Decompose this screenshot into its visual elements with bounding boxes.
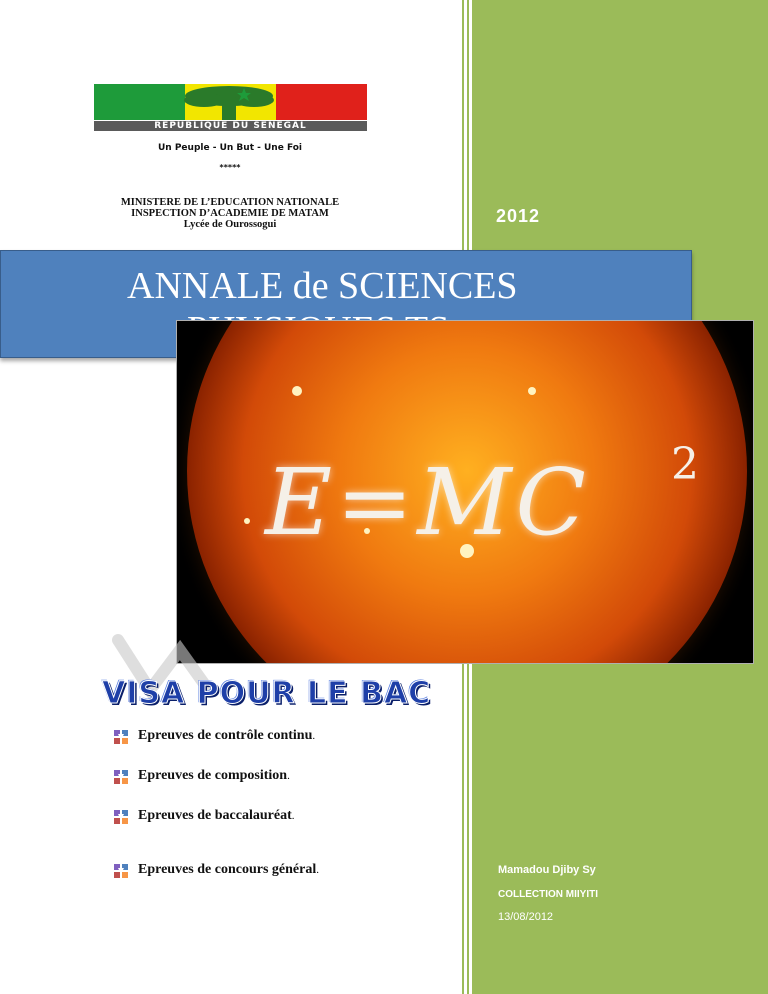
sun-formula-image bbox=[176, 320, 754, 664]
arrow-bullet-icon bbox=[114, 770, 128, 784]
list-item-end: . bbox=[312, 730, 316, 742]
ministry-name: MINISTERE DE L’EDUCATION NATIONALE bbox=[120, 197, 340, 208]
academy-inspection: INSPECTION D’ACADEMIE DE MATAM bbox=[131, 208, 329, 219]
ministry-block bbox=[80, 197, 380, 230]
title-line-1: ANNALE de SCIENCES bbox=[127, 265, 518, 307]
list-item-text: Epreuves de baccalauréat bbox=[138, 808, 292, 823]
publication-date: 13/08/2012 bbox=[498, 911, 554, 923]
motto-stars: ***** bbox=[219, 163, 241, 172]
list-item-end: . bbox=[287, 770, 290, 782]
arrow-bullet-icon bbox=[114, 810, 128, 824]
list-item-text: Epreuves de contrôle continu bbox=[138, 728, 313, 743]
school-name: Lycée de Ourossogui bbox=[183, 219, 277, 230]
list-item-end: . bbox=[316, 864, 319, 876]
collection-name: COLLECTION MIIYITI bbox=[498, 889, 598, 900]
arrow-bullet-icon bbox=[114, 730, 128, 744]
formula-text: E=MC bbox=[265, 449, 590, 556]
flag-caption: REPUBLIQUE DU SENEGAL bbox=[94, 121, 367, 131]
list-item-text: Epreuves de concours général bbox=[138, 862, 317, 877]
list-item-text: Epreuves de composition bbox=[138, 768, 288, 783]
senegal-flag-emblem bbox=[94, 84, 367, 120]
author-name: Mamadou Djiby Sy bbox=[498, 864, 596, 876]
arrow-bullet-icon bbox=[114, 864, 128, 878]
year-label: 2012 bbox=[496, 206, 541, 226]
list-item-end: . bbox=[291, 810, 295, 822]
national-motto: Un Peuple - Un But - Une Foi bbox=[157, 143, 302, 153]
formula-exponent: 2 bbox=[671, 439, 699, 490]
visa-heading: VISA POUR LE BAC bbox=[102, 676, 432, 711]
